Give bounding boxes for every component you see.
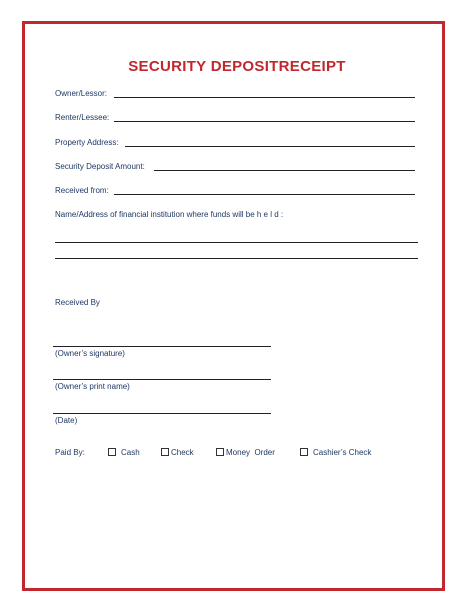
checkbox-icon[interactable] — [108, 448, 116, 456]
payment-option-cash[interactable] — [108, 448, 140, 457]
owner-print-name-line[interactable] — [53, 379, 271, 380]
property-address-label: Property Address: — [55, 138, 119, 147]
checkbox-icon[interactable] — [216, 448, 224, 456]
payment-option-label: Money Order — [226, 448, 275, 457]
owner-input-line[interactable] — [114, 97, 415, 98]
page-title: SECURITY DEPOSITRECEIPT — [128, 58, 346, 75]
renter-input-line[interactable] — [114, 121, 415, 122]
date-line[interactable] — [53, 413, 271, 414]
payment-option-money-order[interactable] — [216, 448, 275, 457]
deposit-amount-label: Security Deposit Amount: — [55, 162, 145, 171]
payment-option-check[interactable] — [161, 448, 194, 457]
payment-option-label: Cash — [121, 448, 140, 457]
date-label: (Date) — [55, 416, 78, 425]
property-address-input-line[interactable] — [125, 146, 415, 147]
received-from-input-line[interactable] — [114, 194, 415, 195]
payment-option-label: Check — [171, 448, 194, 457]
institution-input-line-1[interactable] — [55, 242, 418, 243]
institution-label: Name/Address of financial institution where funds will be h e l d : — [55, 210, 284, 219]
owner-signature-line[interactable] — [53, 346, 271, 347]
payment-option-cashiers-check[interactable] — [300, 448, 371, 457]
checkbox-icon[interactable] — [300, 448, 308, 456]
institution-input-line-2[interactable] — [55, 258, 418, 259]
received-by-label: Received By — [55, 298, 100, 307]
owner-print-name-label: (Owner’s print name) — [55, 382, 130, 391]
checkbox-icon[interactable] — [161, 448, 169, 456]
received-from-label: Received from: — [55, 186, 109, 195]
owner-signature-label: (Owner’s signature) — [55, 349, 125, 358]
paid-by-label: Paid By: — [55, 448, 85, 457]
deposit-amount-input-line[interactable] — [154, 170, 415, 171]
owner-label: Owner/Lessor: — [55, 89, 108, 98]
payment-option-label: Cashier’s Check — [313, 448, 372, 457]
renter-label: Renter/Lessee: — [55, 113, 110, 122]
